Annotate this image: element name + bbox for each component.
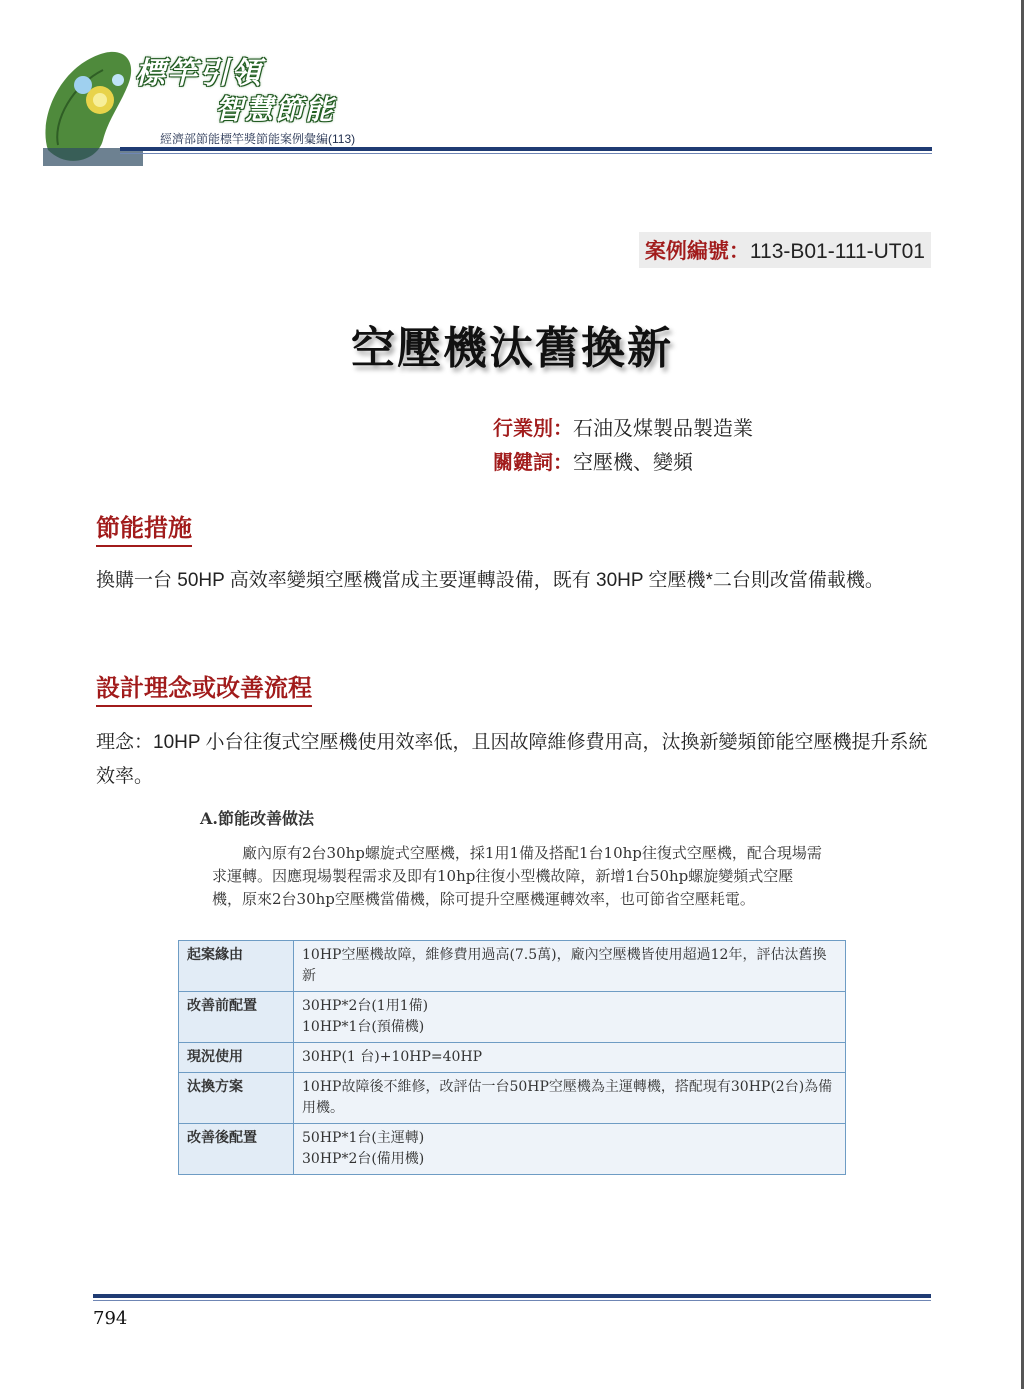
section-body-design: 理念：10HP 小台往復式空壓機使用效率低，且因故障維修費用高，汰換新變頻節能空壓機提升系統效率。: [96, 732, 928, 787]
case-id-value: 113-B01-111-UT01: [749, 240, 925, 263]
header-rule: [120, 147, 932, 151]
table-row-key: 改善後配置: [179, 1124, 294, 1175]
page-header: [0, 0, 1024, 190]
publication-subtitle: 經濟部節能標竿獎節能案例彙編(113): [160, 132, 356, 146]
table-cell-line: 30HP*2台(備用機): [302, 1151, 425, 1167]
table-row: [179, 992, 846, 1043]
footer-rule: [93, 1294, 931, 1298]
keywords-row: [493, 446, 693, 475]
table-cell-line: 10HP*1台(預備機): [302, 1019, 425, 1035]
table-row-value: [294, 1124, 846, 1175]
industry-label: 行業別：: [493, 418, 573, 440]
brand-line-2: 智慧節能: [215, 93, 336, 126]
industry-row: [493, 412, 753, 441]
page-number: 794: [93, 1308, 128, 1329]
footer-rule-thin: [93, 1300, 931, 1301]
keywords-value: 空壓機、變頻: [573, 452, 693, 474]
table-row: [179, 941, 846, 992]
table-row-value: [294, 1043, 846, 1073]
industry-value: 石油及煤製品製造業: [573, 418, 753, 440]
table-row: [179, 1124, 846, 1175]
table-cell-line: 30HP*2台(1用1備): [302, 998, 429, 1014]
table-row-key: 起案緣由: [179, 941, 294, 992]
table-row-key: 汰換方案: [179, 1073, 294, 1124]
table-row-value: [294, 1073, 846, 1124]
header-rule-thin: [120, 153, 932, 154]
section-heading-measures: 節能措施: [96, 508, 192, 547]
figure-heading: A.節能改善做法: [200, 809, 314, 828]
table-cell-line: 10HP故障後不維修，改評估一台50HP空壓機為主運轉機，搭配現有30HP(2台)為備用機。: [302, 1079, 833, 1116]
figure-paragraph: 廠內原有2台30hp螺旋式空壓機，採1用1備及搭配1台10hp往復式空壓機，配合現場需求運轉。因應現場製程需求及即有10hp往復小型機故障，新增1台50hp螺旋變頻式空壓機，原來2台30hp空壓機當備機，除可提升空壓機運轉效率，也可節省空壓耗電。: [212, 844, 822, 908]
case-id-box: [639, 232, 931, 268]
page-title: 空壓機汰舊換新: [351, 323, 673, 374]
table-row: [179, 1043, 846, 1073]
table-cell-line: 10HP空壓機故障，維修費用過高(7.5萬)，廠內空壓機皆使用超過12年，評估汰舊換新: [302, 947, 827, 984]
keywords-label: 關鍵詞：: [493, 452, 573, 474]
table-row-key: 現況使用: [179, 1043, 294, 1073]
section-heading-design: 設計理念或改善流程: [96, 668, 312, 707]
table-row-value: [294, 941, 846, 992]
case-id-label: 案例編號：: [644, 240, 750, 263]
section-body-measures: 換購一台 50HP 高效率變頻空壓機當成主要運轉設備，既有 30HP 空壓機*二台則改當備載機。: [96, 570, 884, 591]
brand-line-1: 標竿引領: [135, 56, 263, 91]
table-row: [179, 1073, 846, 1124]
table-row-value: [294, 992, 846, 1043]
table-cell-line: 30HP(1 台)+10HP=40HP: [302, 1049, 483, 1065]
improvement-table: [178, 940, 846, 1175]
table-row-key: 改善前配置: [179, 992, 294, 1043]
table-cell-line: 50HP*1台(主運轉): [302, 1130, 425, 1146]
